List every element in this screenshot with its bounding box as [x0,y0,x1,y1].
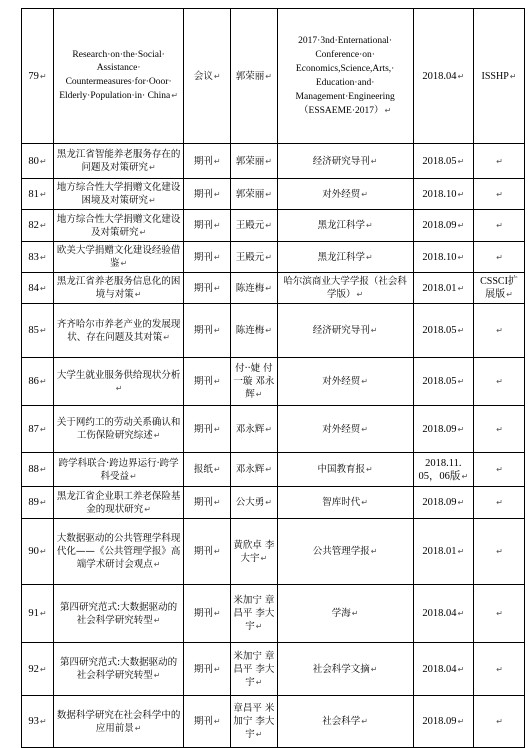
paper-title: Research·on·the·Social· Assistance· Countermeasures·for·Ooor· Elderly·Population·in· China↵ [53,9,184,144]
row-number: 91↵ [22,585,54,643]
paper-author: 米加宁 章昌平 李大宇↵ [231,643,278,696]
paper-type: 期刊↵ [184,179,231,210]
paper-index: ISSHP↵ [474,9,525,144]
paper-type: 期刊↵ [184,406,231,453]
paper-title: 第四研究范式:大数据驱动的社会科学研究转型↵ [53,585,184,643]
paper-type: 期刊↵ [184,358,231,406]
table-row [22,242,525,273]
paper-title: 第四研究范式:大数据驱动的社会科学研究转型↵ [53,643,184,696]
row-number: 82↵ [22,210,54,242]
table-row [22,585,525,643]
table-row [22,210,525,242]
paper-type: 期刊↵ [184,242,231,273]
paper-title: 齐齐哈尔市养老产业的发展现状、存在问题及其对策↵ [53,304,184,358]
paper-title: 数据科学研究在社会科学中的应用前景↵ [53,696,184,748]
row-number: 83↵ [22,242,54,273]
paper-date: 2018.05↵ [413,304,473,358]
paper-index: ↵ [474,696,525,748]
paper-venue: 中国教育报↵ [277,453,413,487]
paper-type: 报纸↵ [184,453,231,487]
paper-author: 郭荣丽↵ [231,179,278,210]
row-number: 88↵ [22,453,54,487]
paper-author: 王殿元↵ [231,210,278,242]
paper-author: 郭荣丽↵ [231,9,278,144]
paper-title: 地方综合性大学捐赠文化建设及对策研究↵ [53,210,184,242]
paper-author: 公大勇↵ [231,487,278,519]
paper-venue: 哈尔滨商业大学学报（社会科学版）↵ [277,273,413,304]
paper-author: 邓永辉↵ [231,406,278,453]
paper-index: CSSCI扩展版↵ [474,273,525,304]
paper-index: ↵ [474,519,525,585]
paper-date: 2018.09↵ [413,696,473,748]
paper-author: 邓永辉↵ [231,453,278,487]
row-number: 86↵ [22,358,54,406]
paper-date: 2018.01↵ [413,519,473,585]
row-number: 80↵ [22,144,54,179]
paper-index: ↵ [474,242,525,273]
paper-author: 章昌平 米加宁 李大宇↵ [231,696,278,748]
paper-date: 2018.05↵ [413,144,473,179]
row-number: 87↵ [22,406,54,453]
paper-type: 期刊↵ [184,487,231,519]
paper-date: 2018.09↵ [413,487,473,519]
row-number: 90↵ [22,519,54,585]
table-row [22,9,525,144]
paper-author: 王殿元↵ [231,242,278,273]
paper-date: 2018.09↵ [413,210,473,242]
paper-type: 会议↵ [184,9,231,144]
paper-type: 期刊↵ [184,210,231,242]
paper-title: 黑龙江省养老服务信息化的困境与对策↵ [53,273,184,304]
table-row [22,519,525,585]
publication-table [21,8,525,748]
paper-title: 地方综合性大学捐赠文化建设困境及对策研究↵ [53,179,184,210]
row-number: 85↵ [22,304,54,358]
row-number: 81↵ [22,179,54,210]
paper-type: 期刊↵ [184,519,231,585]
table-row [22,643,525,696]
paper-index: ↵ [474,144,525,179]
paper-index: ↵ [474,179,525,210]
paper-venue: 公共管理学报↵ [277,519,413,585]
table-row [22,487,525,519]
paper-date: 2018.10↵ [413,179,473,210]
row-number: 79↵ [22,9,54,144]
paper-index: ↵ [474,643,525,696]
paper-date: 2018.09↵ [413,406,473,453]
paper-index: ↵ [474,358,525,406]
paper-index: ↵ [474,304,525,358]
paper-type: 期刊↵ [184,585,231,643]
paper-type: 期刊↵ [184,273,231,304]
paper-venue: 社会科学↵ [277,696,413,748]
paper-venue: 学海↵ [277,585,413,643]
paper-title: 大学生就业服务供给现状分析↵ [53,358,184,406]
paper-index: ↵ [474,406,525,453]
paper-author: 郭荣丽↵ [231,144,278,179]
table-row [22,696,525,748]
table-row [22,273,525,304]
paper-title: 关于网约工的劳动关系确认和工伤保险研究综述↵ [53,406,184,453]
paper-type: 期刊↵ [184,144,231,179]
paper-venue: 智库时代↵ [277,487,413,519]
paper-author: 陈连梅↵ [231,273,278,304]
paper-type: 期刊↵ [184,304,231,358]
paper-date: 2018.04↵ [413,585,473,643]
table-row [22,179,525,210]
paper-title: 欧美大学捐赠文化建设经验借鉴↵ [53,242,184,273]
paper-venue: 对外经贸↵ [277,179,413,210]
paper-date: 2018.10↵ [413,242,473,273]
paper-type: 期刊↵ [184,643,231,696]
table-row [22,358,525,406]
paper-index: ↵ [474,487,525,519]
paper-title: 黑龙江省智能养老服务存在的问题及对策研究↵ [53,144,184,179]
row-number: 92↵ [22,643,54,696]
paper-venue: 黑龙江科学↵ [277,210,413,242]
paper-venue: 对外经贸↵ [277,406,413,453]
paper-venue: 经济研究导刊↵ [277,144,413,179]
paper-venue: 2017·3nd·Enternational· Conference·on· Economics,Science,Arts,· Education·and· Management·Engineering （ESSAEME·2017）↵ [277,9,413,144]
paper-title: 黑龙江省企业职工养老保险基金的现状研究↵ [53,487,184,519]
paper-venue: 黑龙江科学↵ [277,242,413,273]
paper-index: ↵ [474,453,525,487]
paper-author: 米加宁 章昌平 李大宇↵ [231,585,278,643]
row-number: 89↵ [22,487,54,519]
paper-venue: 社会科学文摘↵ [277,643,413,696]
paper-venue: 经济研究导刊↵ [277,304,413,358]
paper-type: 期刊↵ [184,696,231,748]
paper-author: 付··婕 付一璇 邓永辉↵ [231,358,278,406]
table-row [22,453,525,487]
paper-index: ↵ [474,585,525,643]
paper-title: 大数据驱动的公共管理学科现代化——《公共管理学报》高端学术研讨会观点↵ [53,519,184,585]
paper-title: 跨学科联合·跨边界运行·跨学科受益↵ [53,453,184,487]
paper-date: 2018.04↵ [413,643,473,696]
paper-date: 2018.01↵ [413,273,473,304]
table-row [22,406,525,453]
paper-date: 2018.11. 05，06版↵ [413,453,473,487]
paper-date: 2018.05↵ [413,358,473,406]
row-number: 93↵ [22,696,54,748]
paper-author: 陈连梅↵ [231,304,278,358]
table-row [22,304,525,358]
table-row [22,144,525,179]
row-number: 84↵ [22,273,54,304]
paper-date: 2018.04↵ [413,9,473,144]
paper-index: ↵ [474,210,525,242]
paper-venue: 对外经贸↵ [277,358,413,406]
paper-author: 黄欣卓 李大宇↵ [231,519,278,585]
